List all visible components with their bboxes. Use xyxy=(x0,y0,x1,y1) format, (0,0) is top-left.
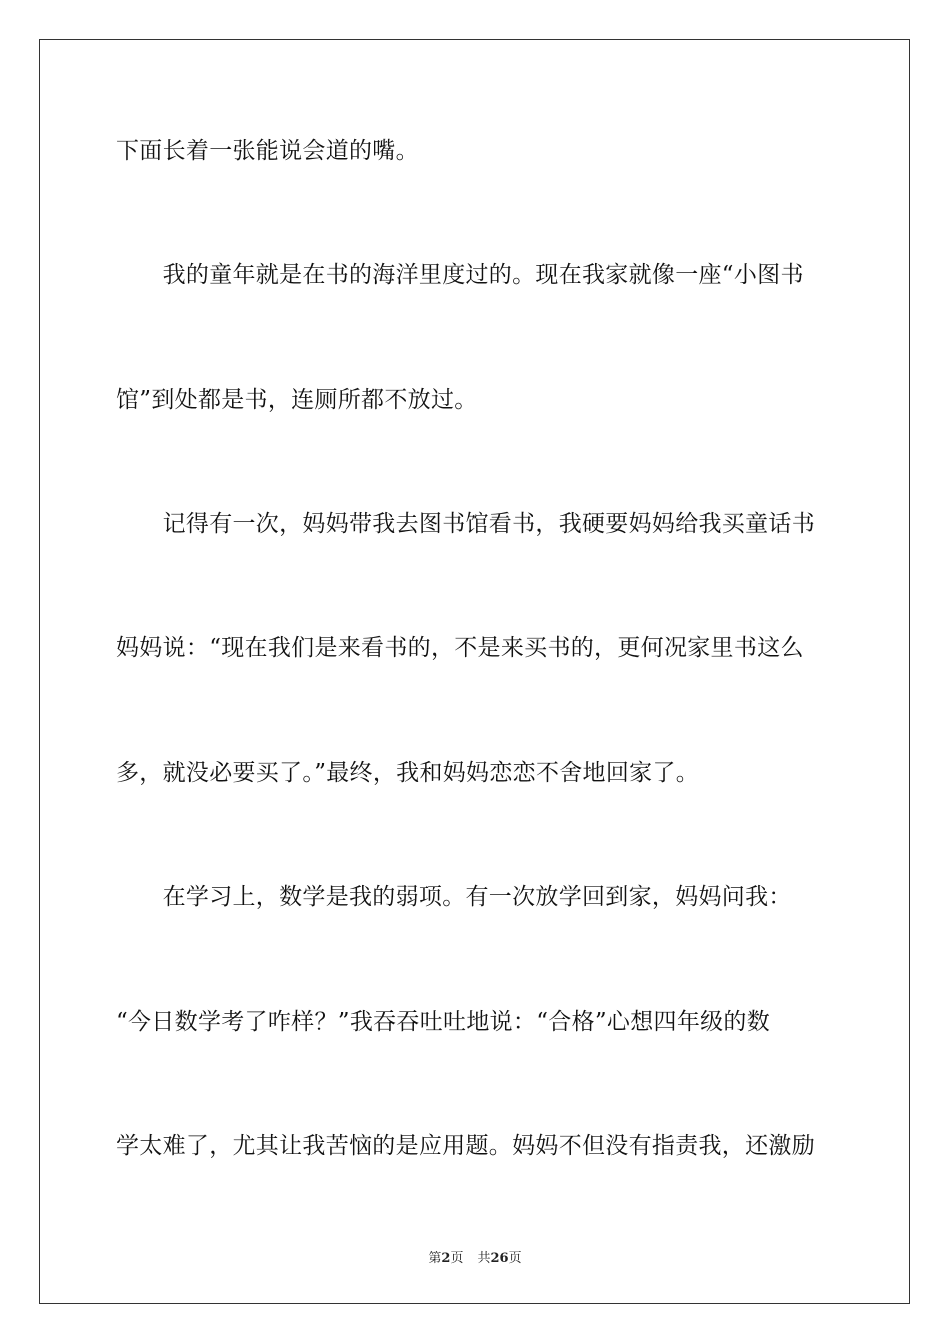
page-border xyxy=(39,39,910,1304)
text-line-7: 在学习上，数学是我的弱项。有一次放学回到家，妈妈问我： xyxy=(116,884,792,910)
text-line-1: 下面长着一张能说会道的嘴。 xyxy=(116,138,419,164)
text-line-5: 妈妈说：“现在我们是来看书的，不是来买书的，更何况家里书这么 xyxy=(116,635,804,661)
total-suffix: 页 xyxy=(508,1251,522,1266)
text-line-4: 记得有一次，妈妈带我去图书馆看书，我硬要妈妈给我买童话书 xyxy=(116,511,815,537)
page-suffix: 页 xyxy=(450,1251,464,1266)
total-pages: 26 xyxy=(490,1251,509,1266)
total-prefix: 共 xyxy=(477,1251,491,1266)
text-line-8: “今日数学考了咋样？”我吞吞吐吐地说：“合格”心想四年级的数 xyxy=(116,1009,771,1035)
text-line-9: 学太难了，尤其让我苦恼的是应用题。妈妈不但没有指责我，还激励 xyxy=(116,1133,815,1159)
text-line-6: 多，就没必要买了。”最终，我和妈妈恋恋不舍地回家了。 xyxy=(116,760,700,786)
page-number: 2 xyxy=(441,1251,451,1266)
page-footer xyxy=(0,1247,950,1266)
text-line-2: 我的童年就是在书的海洋里度过的。现在我家就像一座“小图书 xyxy=(116,262,804,288)
text-line-3: 馆”到处都是书，连厕所都不放过。 xyxy=(116,387,478,413)
page-prefix: 第 xyxy=(428,1251,442,1266)
